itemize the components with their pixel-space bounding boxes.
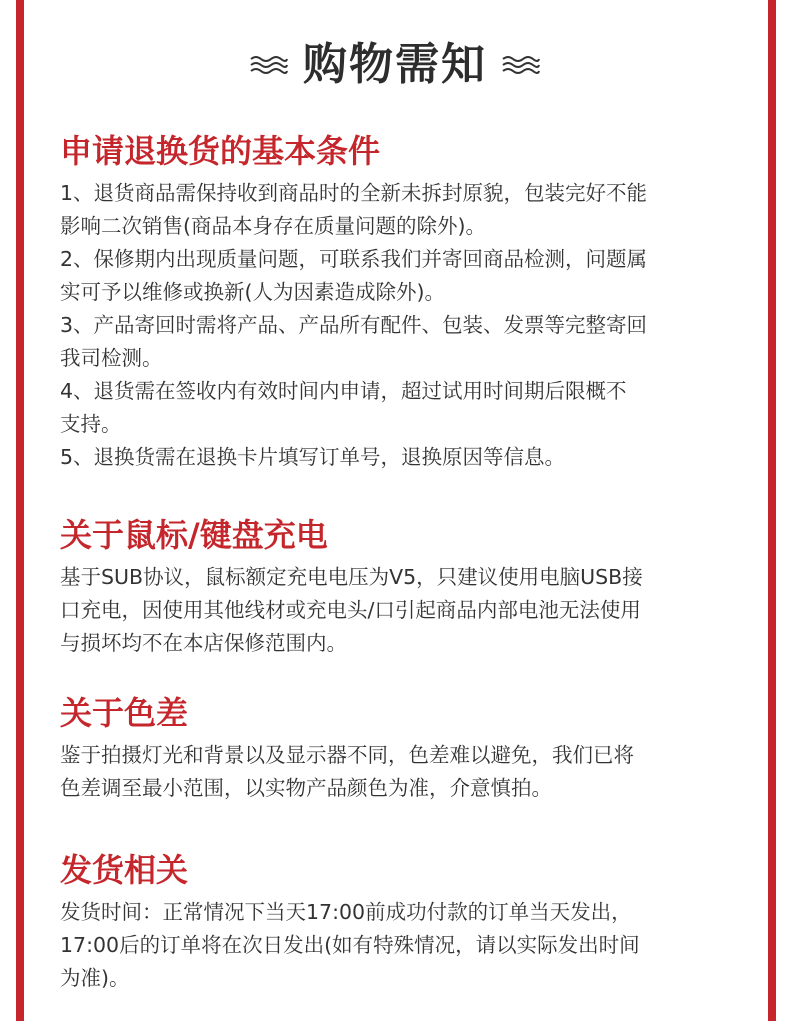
section-title: 关于鼠标/键盘充电 <box>60 516 328 554</box>
waves-icon <box>249 54 289 76</box>
section-return-conditions <box>60 131 730 474</box>
text-line: 3、产品寄回时需将产品、产品所有配件、包装、发票等完整寄回 <box>60 313 648 337</box>
left-border-bar <box>16 0 24 1021</box>
section-shipping <box>60 850 730 995</box>
text-line: 我司检测。 <box>60 346 163 370</box>
text-line: 支持。 <box>60 412 122 436</box>
section-color-difference <box>60 693 730 805</box>
text-line: 色差调至最小范围，以实物产品颜色为准，介意慎拍。 <box>60 776 552 800</box>
text-line: 发货时间：正常情况下当天17:00前成功付款的订单当天发出， <box>60 900 632 924</box>
section-charging <box>60 515 730 660</box>
section-title: 申请退换货的基本条件 <box>60 132 381 170</box>
text-line: 鉴于拍摄灯光和背景以及显示器不同，色差难以避免，我们已将 <box>60 743 634 767</box>
right-border-bar <box>768 0 776 1021</box>
text-line: 为准)。 <box>60 966 130 990</box>
section-title: 关于色差 <box>60 694 189 732</box>
text-line: 实可予以维修或换新(人为因素造成除外)。 <box>60 280 445 304</box>
text-line: 2、保修期内出现质量问题，可联系我们并寄回商品检测，问题属 <box>60 247 648 271</box>
text-line: 影响二次销售(商品本身存在质量问题的除外)。 <box>60 214 486 238</box>
page-header <box>0 30 790 100</box>
text-line: 4、退货需在签收内有效时间内申请，超过试用时间期后限概不 <box>60 379 627 403</box>
text-line: 与损坏均不在本店保修范围内。 <box>60 631 347 655</box>
text-line: 1、退货商品需保持收到商品时的全新未拆封原貌，包装完好不能 <box>60 181 648 205</box>
text-line: 口充电，因使用其他线材或充电头/口引起商品内部电池无法使用 <box>60 598 641 622</box>
text-line: 17:00后的订单将在次日发出(如有特殊情况，请以实际发出时间 <box>60 933 640 957</box>
text-line: 5、退换货需在退换卡片填写订单号，退换原因等信息。 <box>60 445 566 469</box>
text-line: 基于SUB协议，鼠标额定充电电压为V5，只建议使用电脑USB接 <box>60 565 643 589</box>
page-title: 购物需知 <box>303 39 487 90</box>
waves-icon <box>501 54 541 76</box>
section-title: 发货相关 <box>60 851 189 889</box>
